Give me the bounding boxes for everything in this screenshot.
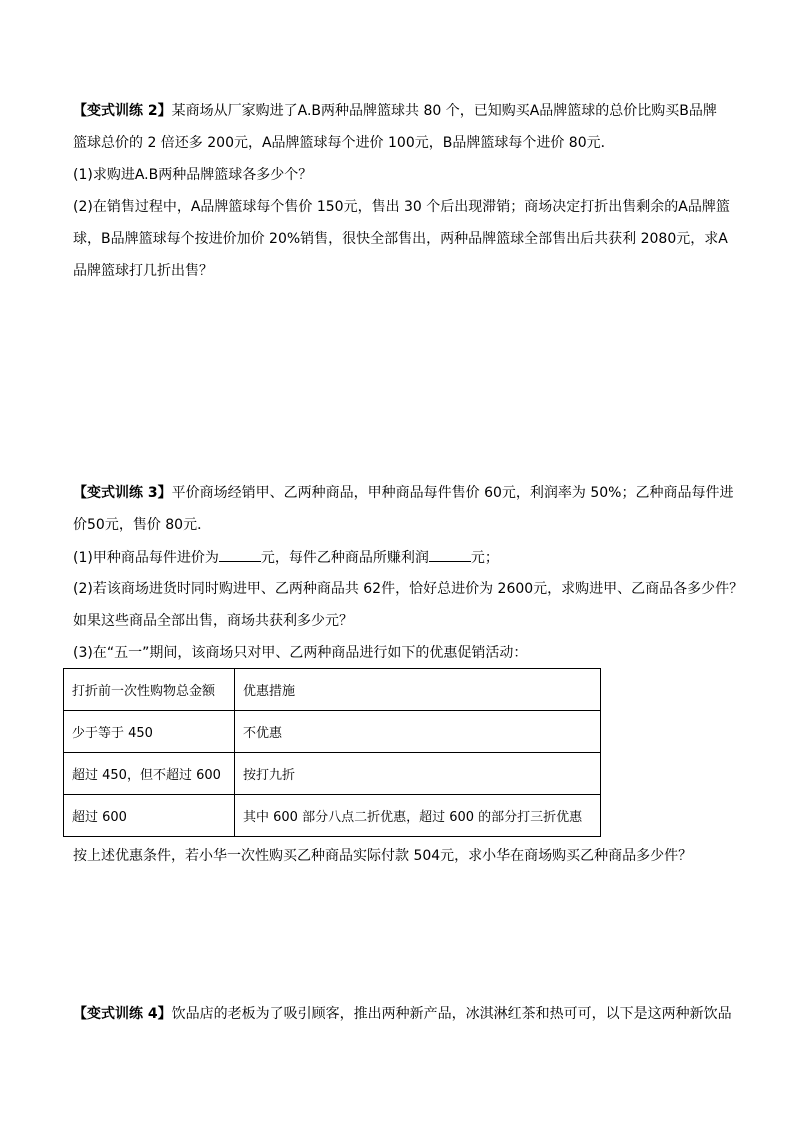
exercise-3-question-2-line-2: 如果这些商品全部出售，商场共获利多少元？ bbox=[73, 613, 353, 629]
exercise-4-heading: 【变式训练 4】 bbox=[73, 1006, 172, 1022]
exercise-2-line-2: 篮球总价的 2 倍还多 200元，A品牌篮球每个进价 100元，B品牌篮球每个进价 80元． bbox=[73, 135, 615, 151]
exercise-4-line-1 bbox=[73, 1006, 733, 1022]
exercise-3-after-table bbox=[73, 848, 733, 864]
exercise-3-q1-part-c: 元； bbox=[470, 550, 499, 566]
table-header-row bbox=[64, 669, 601, 711]
exercise-3-heading: 【变式训练 3】 bbox=[73, 485, 172, 501]
exercise-3-q1-part-a: (1)甲种商品每件进价为 bbox=[73, 550, 219, 566]
exercise-2-text-1: 某商场从厂家购进了A.B两种品牌篮球共 80 个，已知购买A品牌篮球的总价比购买B品牌 bbox=[171, 103, 717, 119]
table-row bbox=[64, 711, 601, 753]
table-header-cell: 优惠措施 bbox=[235, 669, 601, 711]
exercise-3-q1-part-b: 元，每件乙种商品所赚利润 bbox=[260, 550, 429, 566]
exercise-3-question-1 bbox=[73, 549, 733, 565]
exercise-2-question-2-line-1: (2)在销售过程中，A品牌篮球每个售价 150元，售出 30 个后出现滞销；商场决定打折出售剩余的A品牌篮 bbox=[73, 199, 730, 215]
exercise-3-text-1: 平价商场经销甲、乙两种商品，甲种商品每件售价 60元，利润率为 50%；乙种商品每件进 bbox=[171, 485, 734, 501]
table-header-cell: 打折前一次性购物总金额 bbox=[64, 669, 235, 711]
exercise-3-question-3: (3)在“五一”期间，该商场只对甲、乙两种商品进行如下的优惠促销活动： bbox=[73, 645, 528, 661]
exercise-2 bbox=[73, 103, 733, 279]
exercise-3-line-1 bbox=[73, 485, 733, 501]
exercise-2-question-2-line-2: 球，B品牌篮球每个按进价加价 20%销售，很快全部售出，两种品牌篮球全部售出后共获利 2080元，求A bbox=[73, 231, 728, 247]
exercise-3-final-question: 按上述优惠条件，若小华一次性购买乙种商品实际付款 504元，求小华在商场购买乙种商品多少件？ bbox=[73, 848, 693, 864]
discount-table bbox=[63, 668, 601, 837]
exercise-2-question-2-line-3: 品牌篮球打几折出售？ bbox=[73, 263, 213, 279]
table-cell: 少于等于 450 bbox=[64, 711, 235, 753]
exercise-4 bbox=[73, 1006, 733, 1022]
table-cell: 不优惠 bbox=[235, 711, 601, 753]
exercise-2-line-1 bbox=[73, 103, 733, 119]
answer-blank-2[interactable] bbox=[429, 549, 471, 562]
table-row bbox=[64, 753, 601, 795]
table-cell: 其中 600 部分八点二折优惠，超过 600 的部分打三折优惠 bbox=[235, 795, 601, 837]
exercise-2-question-1: (1)求购进A.B两种品牌篮球各多少个？ bbox=[73, 167, 313, 183]
table-row bbox=[64, 795, 601, 837]
answer-blank-1[interactable] bbox=[219, 549, 261, 562]
exercise-2-heading: 【变式训练 2】 bbox=[73, 103, 172, 119]
exercise-3-question-2-line-1: (2)若该商场进货时同时购进甲、乙两种商品共 62件，恰好总进价为 2600元，求购进甲、乙商品各多少件？ bbox=[73, 581, 744, 597]
table-cell: 按打九折 bbox=[235, 753, 601, 795]
exercise-3-line-2: 价50元，售价 80元． bbox=[73, 517, 212, 533]
table-cell: 超过 600 bbox=[64, 795, 235, 837]
table-cell: 超过 450，但不超过 600 bbox=[64, 753, 235, 795]
exercise-3 bbox=[73, 485, 744, 661]
exercise-4-text-1: 饮品店的老板为了吸引顾客，推出两种新产品，冰淇淋红茶和热可可，以下是这两种新饮品 bbox=[171, 1006, 732, 1022]
